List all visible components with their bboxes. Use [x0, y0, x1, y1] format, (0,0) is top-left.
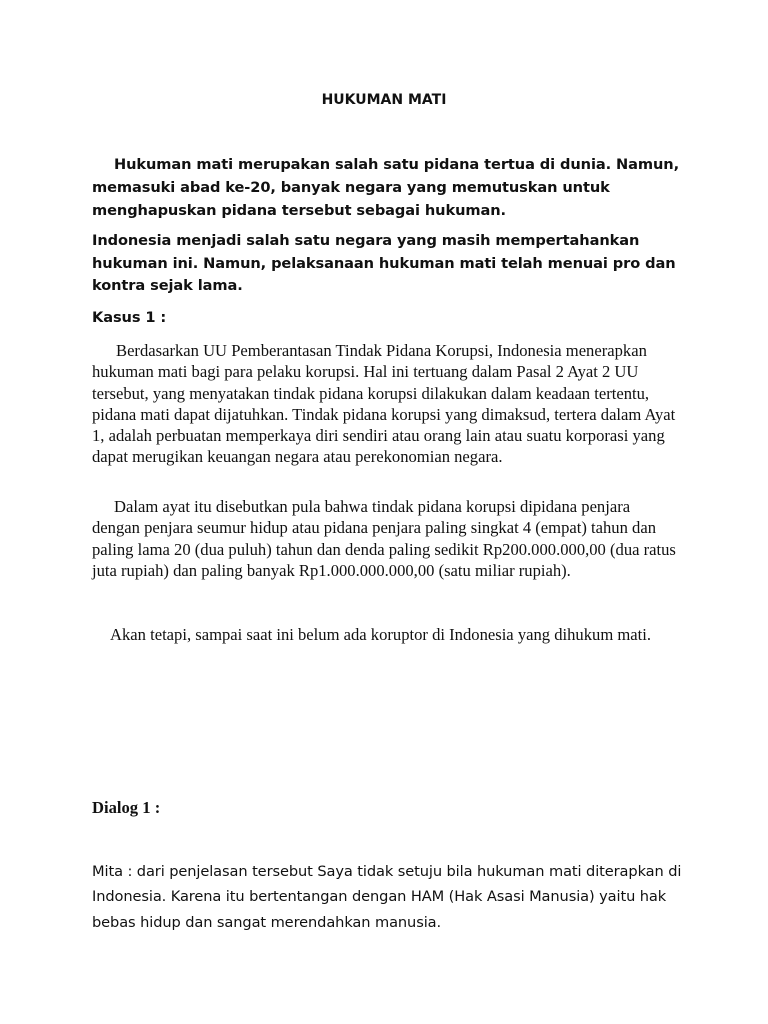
page-title: HUKUMAN MATI: [321, 92, 447, 108]
case-paragraph-law: Berdasarkan UU Pemberantasan Tindak Pidana Korupsi, Indonesia menerapkan hukuman mati bagi para pelaku korupsi. Hal ini tertuang dalam Pasal 2 Ayat 2 UU tersebut, yang menyatakan tindak pidana korupsi dilakukan dalam keadaan tertentu, pidana mati dapat dijatuhkan. Tindak pidana korupsi yang dimaksud, tertera dalam Ayat 1, adalah perbuatan memperkaya diri sendiri atau orang lain atau suatu korporasi yang dapat merugikan keuangan negara atau perekonomian negara.: [92, 341, 676, 467]
case-paragraph-penalty: Dalam ayat itu disebutkan pula bahwa tindak pidana korupsi dipidana penjara dengan penjara seumur hidup atau pidana penjara paling singkat 4 (empat) tahun dan paling lama 20 (dua puluh) tahun dan denda paling sedikit Rp200.000.000,00 (dua ratus juta rupiah) dan paling banyak Rp1.000.000.000,00 (satu miliar rupiah).: [92, 497, 676, 580]
case-paragraph-conclusion: Akan tetapi, sampai saat ini belum ada koruptor di Indonesia yang dihukum mati.: [110, 625, 652, 644]
dialog-paragraph: Mita : dari penjelasan tersebut Saya tidak setuju bila hukuman mati diterapkan di Indonesia. Karena itu bertentangan dengan HAM (Hak Asasi Manusia) yaitu hak bebas hidup dan sangat merendahkan manusia.: [92, 863, 682, 931]
dialog-heading: Dialog 1 :: [92, 798, 161, 817]
case-heading: Kasus 1 :: [92, 309, 167, 326]
intro-paragraph: Hukuman mati merupakan salah satu pidana tertua di dunia. Namun, memasuki abad ke-20, banyak negara yang memutuskan untuk menghapuskan pidana tersebut sebagai hukuman.: [92, 156, 680, 219]
indonesia-paragraph: Indonesia menjadi salah satu negara yang masih mempertahankan hukuman ini. Namun, pelaksanaan hukuman mati telah menuai pro dan kontra sejak lama.: [92, 232, 676, 294]
